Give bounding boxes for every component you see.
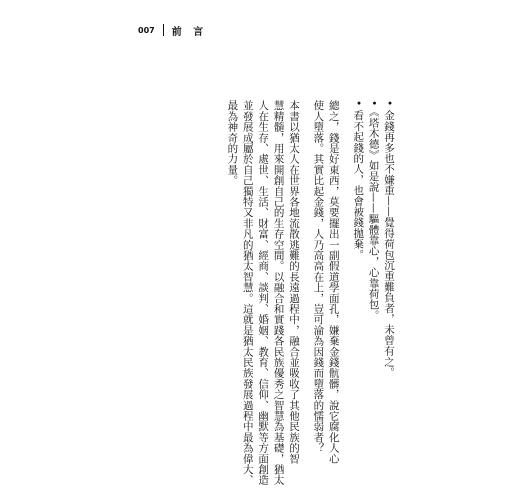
paragraph-line: 人在生存、處世、生活、財富、經商、談判、婚姻、教育、信仰、幽默等方面創造 xyxy=(257,100,270,486)
bullet-item: • 看不起錢的人，也會被錢拋棄。 xyxy=(352,100,365,260)
paragraph-line: 最為神奇的力量。 xyxy=(226,100,239,186)
body-text xyxy=(196,100,396,486)
header-divider xyxy=(163,24,164,36)
paragraph-gap xyxy=(301,100,310,400)
bullet-item: •《塔木德》如是說——驅體靠心，心靠荷包。 xyxy=(367,100,380,321)
paragraph-line: 並發展成屬於自己獨特又非凡的猶太智慧。這就是猶太民族發展過程中最為偉大、 xyxy=(241,100,254,486)
paragraph-line: 總之，錢是好東西，莫要擺出一副假道學面孔，嫌棄金錢骯髒，說它腐化人心 xyxy=(327,100,340,464)
paragraph-line: 使人墮落。其實比起金錢，人乃高高在上，豈可淪為因錢而墮落的懦弱者？ xyxy=(312,100,325,454)
page-header xyxy=(138,22,207,38)
paragraph-line: 本書以猶太人在世界各地流散逃難的長遠過程中，融合並吸收了其他民族的智 xyxy=(287,100,300,464)
paragraph-gap xyxy=(341,100,350,400)
chapter-title: 前 言 xyxy=(171,26,208,38)
paragraph-line: 慧精髓，用來開創自己的生存空間。以融合和實踐各民族優秀之智慧為基礎，猶太 xyxy=(272,100,285,486)
page-number: 007 xyxy=(138,25,155,35)
bullet-item: • 金錢再多也不嫌重——覺得荷包沉重難負者，未曾有之。 xyxy=(383,100,395,378)
